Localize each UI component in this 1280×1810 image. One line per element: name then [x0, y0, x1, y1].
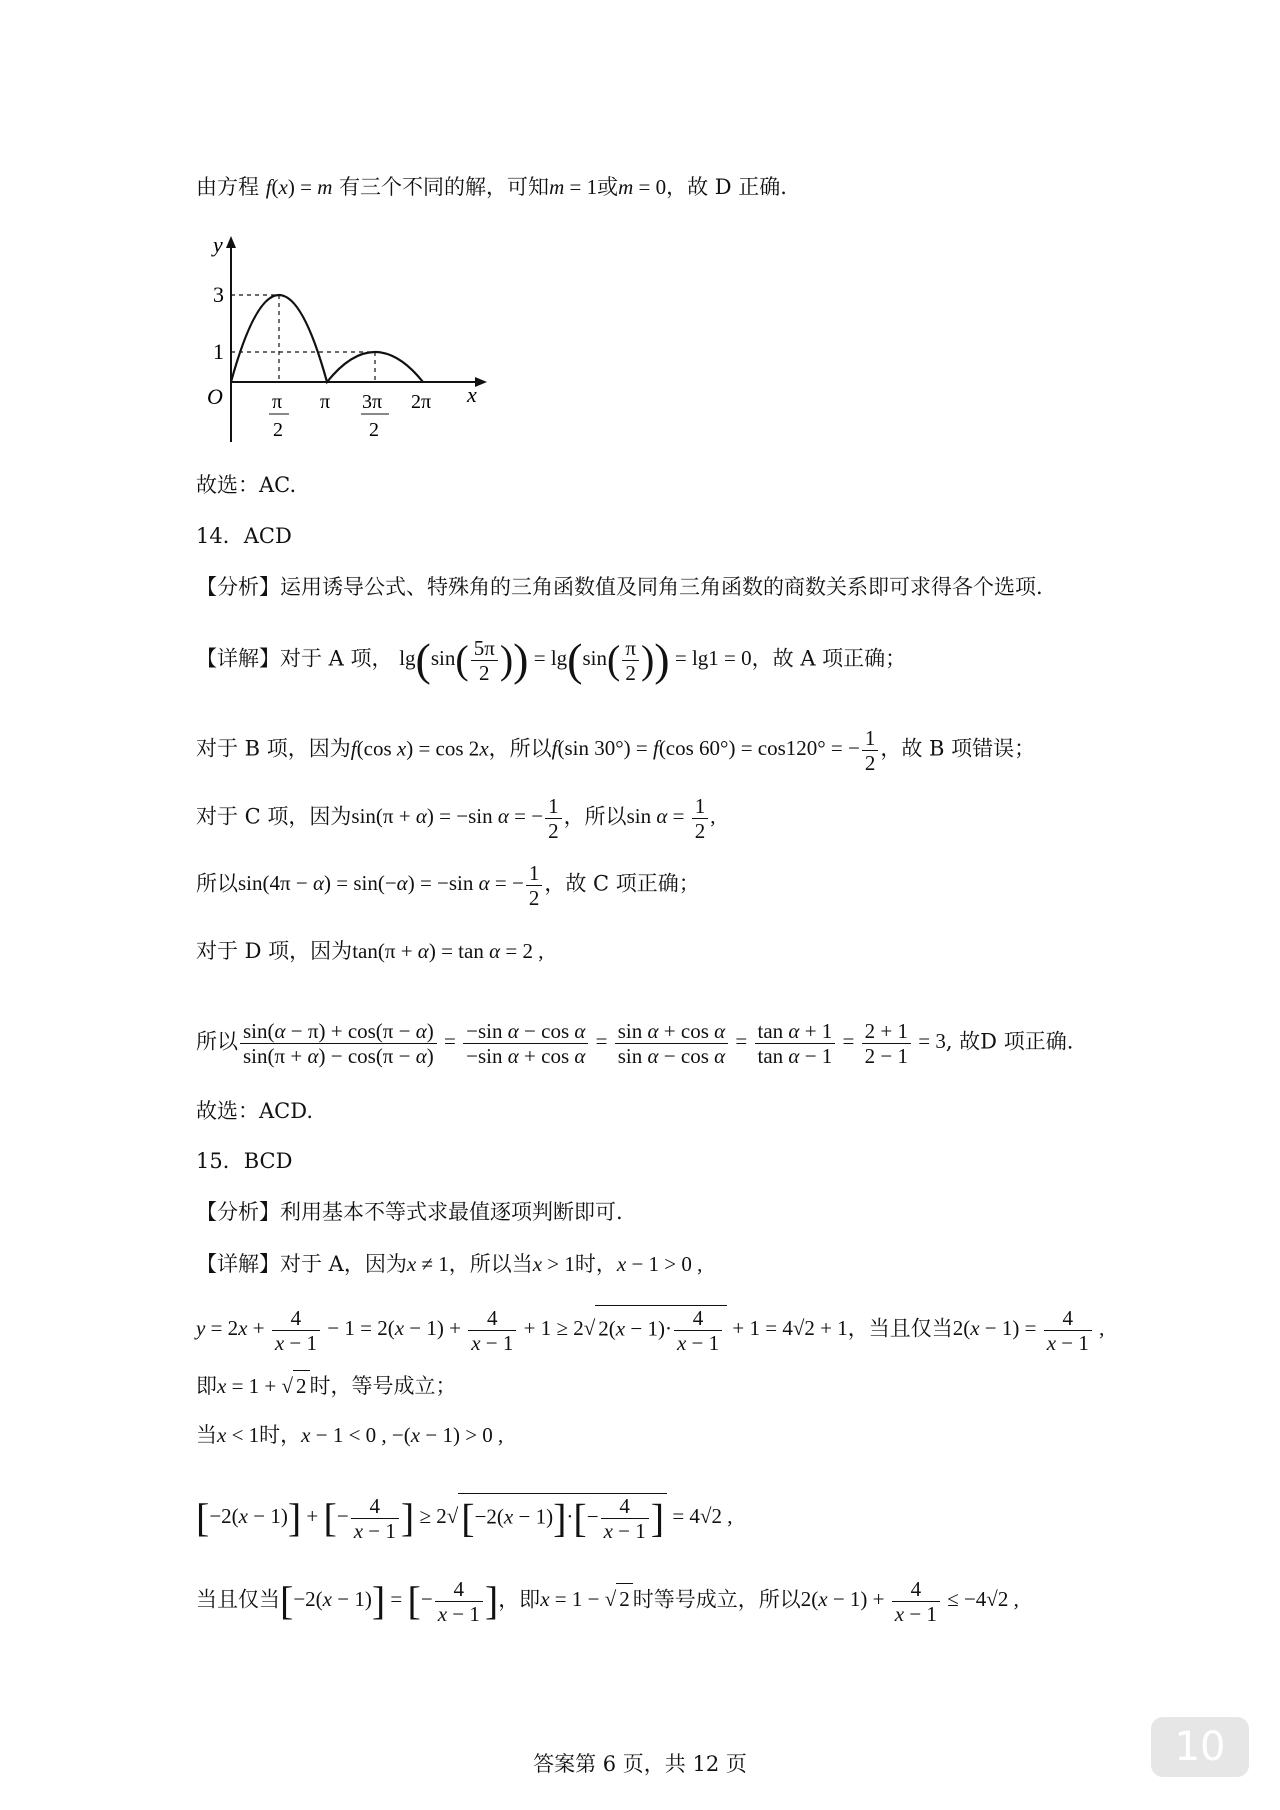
- text-seg: ，所以当: [448, 1252, 533, 1276]
- q13-conclusion: 由方程 f(x) = m 有三个不同的解，可知m = 1或m = 0，故 D 正确.: [196, 175, 787, 199]
- text-seg: 或: [597, 175, 619, 199]
- text-seg: 所以: [196, 1029, 238, 1054]
- q14-analysis: 【分析】运用诱导公式、特殊角的三角函数值及同角三角函数的商数关系即可求得各个选项.: [196, 575, 1043, 599]
- text-seg: 时，等号成立；: [309, 1374, 457, 1398]
- text-seg: 所以: [196, 871, 238, 896]
- q13-choice: 故选：AC.: [196, 473, 297, 497]
- x-tick-3pi-half-den: 2: [369, 419, 379, 441]
- text-seg: 即: [196, 1374, 217, 1398]
- q15-analysis: 【分析】利用基本不等式求最值逐项判断即可.: [196, 1200, 623, 1224]
- text-seg: 有三个不同的解，可知: [339, 175, 550, 199]
- q14-detail-d2: 所以 $\frac{\sin(\alpha - \pi) + \cos(\pi - \alpha)}{\sin(\pi + \alpha) - \cos(\pi - \alpha)}$ = $\frac{\text{−sin α − cos α}}{\text{−sin α + cos α}}$ = $\frac{\text{sin α + cos α}}{\text{sin α − cos α}}$ = $\frac{\text{tan α + 1}}{\text{tan α − 1}}$ = $\frac{2 + 1}{2 - 1}$ = 3, 故D 项正确.: [196, 1019, 1074, 1068]
- q14-detail-a: 【详解】对于 A 项， lg(sin( $\frac{5\pi}{2}$ )) = lg(sin( $\frac{\pi}{2}$ )) = lg1 = 0，故 A 项正确；: [196, 634, 907, 686]
- page-footer: 答案第 6 页，共 12 页: [533, 1752, 747, 1776]
- q14-header: 14．ACD: [196, 524, 292, 548]
- page-number-badge: 10: [1151, 1717, 1249, 1777]
- x-tick-pi: π: [320, 391, 331, 413]
- text-seg: ，所以: [488, 736, 552, 761]
- text-seg: 对于 B 项，因为: [196, 736, 351, 761]
- q15-detail-1: 【详解】对于 A，因为x ≠ 1，所以当x > 1时，x − 1 > 0 ,: [196, 1252, 703, 1276]
- text-seg: 时，: [574, 1252, 617, 1276]
- text-seg: ，故 D 正确.: [666, 175, 787, 199]
- q15-header: 15．BCD: [196, 1149, 293, 1173]
- text-seg: ，故 A 项正确；: [751, 646, 907, 671]
- q14-detail-c: 对于 C 项，因为sin(π + α) = −sin α = − $\frac{1}{2}$ ，所以sin α = $\frac{1}{2}$ ,: [196, 794, 716, 843]
- y-axis-label: y: [213, 232, 223, 257]
- text-seg: 对于 D 项，因为: [196, 939, 353, 963]
- x-axis-label: x: [467, 382, 477, 407]
- q15-detail-2: y = 2x + $\frac{4}{x - 1}$ − 1 = 2(x − 1) + $\frac{4}{x - 1}$ + 1 ≥ 2√ 2(x − 1)· $\frac{4}{x - 1}$ + 1 = 4√2 + 1，当且仅当2(x − 1) = $\frac{4}{x - 1}$ ,: [196, 1306, 1105, 1355]
- q14-detail-c2: 所以sin(4π − α) = sin(−α) = −sin α = − $\frac{1}{2}$ ，故 C 项正确；: [196, 861, 700, 910]
- q15-detail-5: [−2(x − 1)] + [− $\frac{4}{x - 1}$ ] ≥ 2√[−2(x − 1)]·[− $\frac{4}{x - 1}$ ] = 4√2 ,: [196, 1494, 733, 1543]
- q15-detail-3: 即x = 1 + √ 2 时，等号成立；: [196, 1370, 457, 1401]
- text-seg: 当且仅当: [196, 1587, 280, 1612]
- y-tick-1: 1: [213, 339, 224, 364]
- q15-detail-6: 当且仅当[−2(x − 1)] = [− $\frac{4}{x - 1}$ ]，即x = 1 − √ 2 时等号成立，所以2(x − 1) + $\frac{4}{x - 1}$ ≤ −4√2 ,: [196, 1577, 1019, 1626]
- function-graph: [185, 232, 495, 452]
- text-seg: ，所以: [563, 804, 627, 829]
- text-seg: ，即: [498, 1587, 541, 1612]
- text-seg: ，当且仅当: [847, 1316, 953, 1341]
- function-curve: [231, 295, 423, 382]
- text-seg: 时，: [259, 1423, 302, 1447]
- origin-label: O: [207, 384, 223, 409]
- x-tick-2pi: 2π: [411, 391, 432, 413]
- text-seg: 由方程: [196, 175, 259, 199]
- text-seg: 【详解】对于 A 项，: [196, 646, 393, 671]
- q14-detail-b: 对于 B 项，因为f(cos x) = cos 2x，所以f(sin 30°) = f(cos 60°) = cos120° = − $\frac{1}{2}$ ，故 B 项错误；: [196, 726, 1036, 775]
- text-seg: , 故D 项正确.: [945, 1029, 1074, 1054]
- text-seg: 【详解】对于 A，因为: [196, 1252, 407, 1276]
- q15-detail-4: 当x < 1时，x − 1 < 0 , −(x − 1) > 0 ,: [196, 1423, 504, 1447]
- text-seg: 当: [196, 1423, 217, 1447]
- text-seg: 时等号成立，所以: [632, 1587, 801, 1612]
- text-seg: 对于 C 项，因为: [196, 804, 352, 829]
- q14-detail-d: 对于 D 项，因为tan(π + α) = tan α = 2 ,: [196, 939, 544, 963]
- text-seg: ，故 C 项正确；: [544, 871, 700, 896]
- q14-choice: 故选：ACD.: [196, 1099, 313, 1123]
- text-seg: ，故 B 项错误；: [880, 736, 1036, 761]
- x-tick-pi-half-num: π: [272, 391, 283, 413]
- x-tick-pi-half-den: 2: [273, 419, 283, 441]
- y-tick-3: 3: [213, 282, 224, 307]
- x-tick-3pi-half-num: 3π: [362, 391, 383, 413]
